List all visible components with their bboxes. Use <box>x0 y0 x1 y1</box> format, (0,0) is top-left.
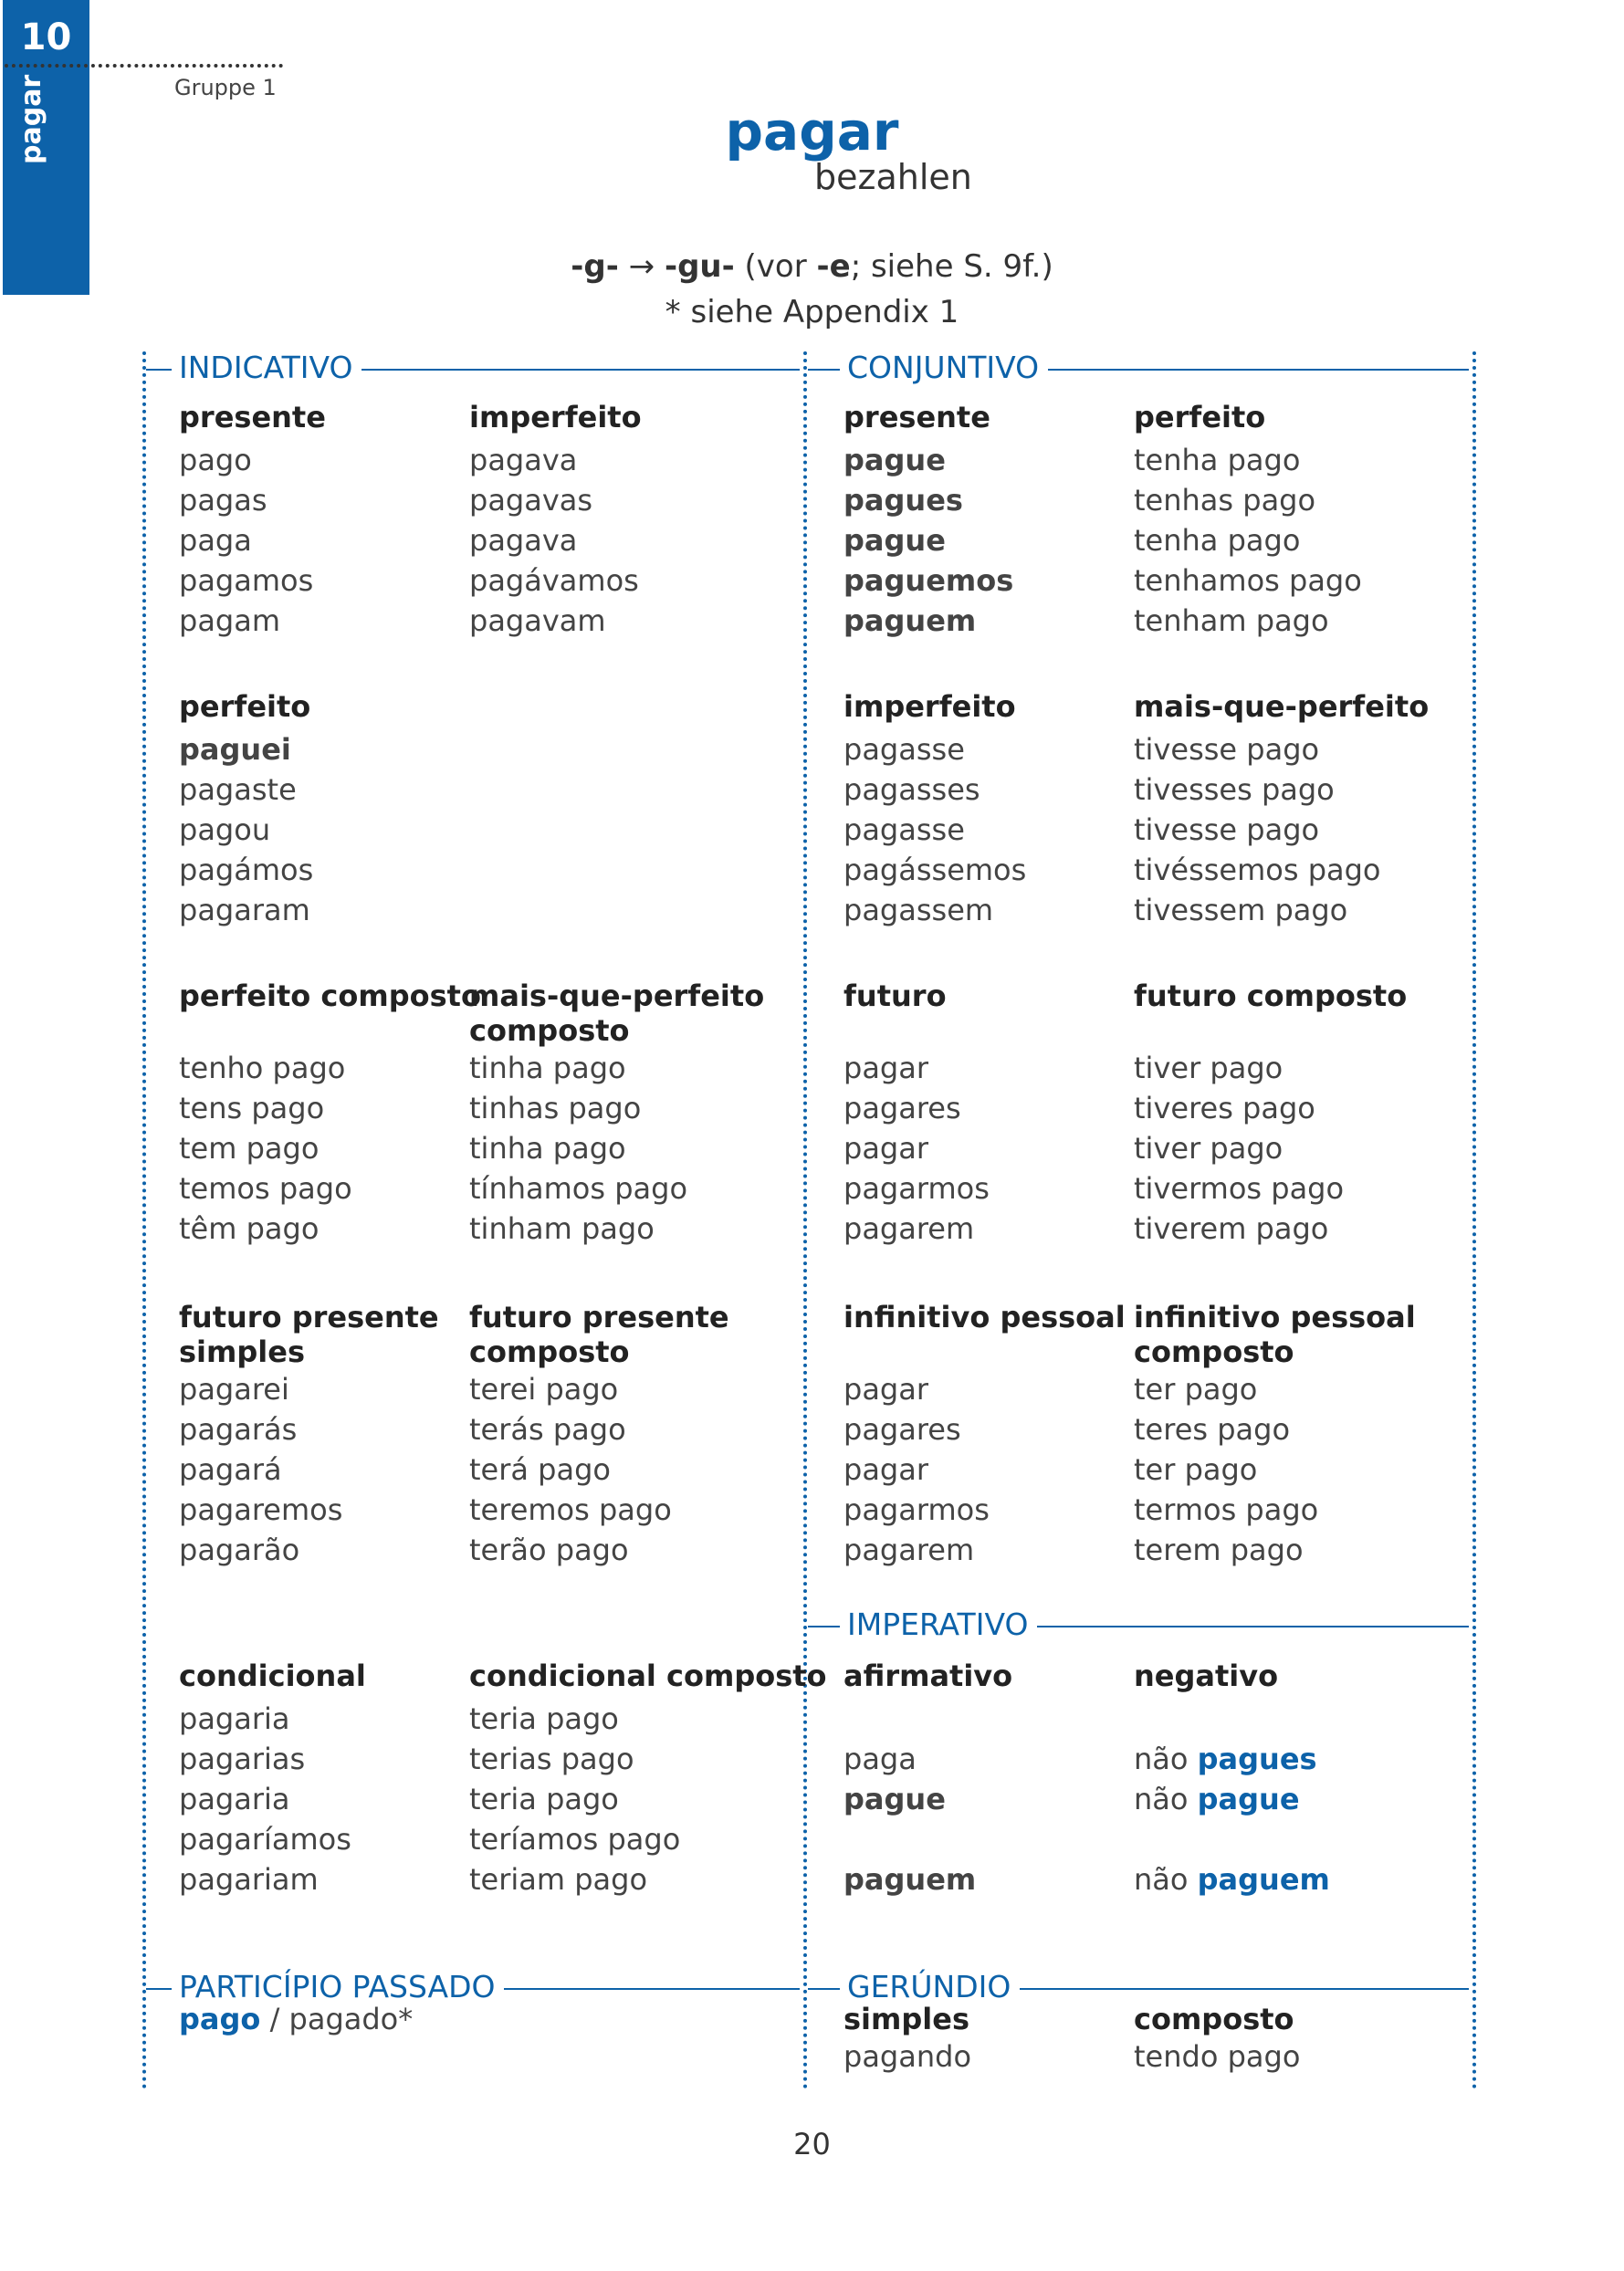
form: pagaremos <box>179 1492 343 1527</box>
form: pagando <box>843 2039 972 2074</box>
conj-perfeito <box>1134 400 1362 641</box>
form: terão pago <box>469 1533 629 1567</box>
tense-heading: imperfeito <box>843 689 1016 724</box>
tense-heading: infinitivo pessoal <box>1134 1300 1416 1334</box>
tense-heading: presente <box>843 400 990 434</box>
form: teriam pago <box>469 1862 648 1897</box>
form: pagar <box>843 1372 928 1407</box>
form: pagamos <box>179 563 314 598</box>
form: pagaria <box>179 1701 290 1736</box>
tense-heading: simples <box>843 2002 969 2036</box>
form: tenha pago <box>1134 443 1301 477</box>
ind-perfeito <box>179 689 313 930</box>
rule-open: (vor <box>744 248 817 285</box>
form: pagaria <box>179 1782 290 1816</box>
conj-futuro <box>843 979 990 1249</box>
tense-heading: futuro presente <box>469 1300 729 1334</box>
participio-forms <box>179 1999 413 2039</box>
form: pagassem <box>843 893 994 927</box>
negation: não <box>1134 1782 1189 1816</box>
form: terei pago <box>469 1372 619 1407</box>
form: pagarem <box>843 1533 975 1567</box>
conj-futuro-composto <box>1134 979 1407 1249</box>
participio-separator: / <box>260 2002 289 2036</box>
tense-heading-spacer <box>1134 1013 1407 1048</box>
imp-negativo <box>1134 1659 1330 1899</box>
form: pagou <box>179 812 271 847</box>
form-irregular: pagues <box>1197 1742 1317 1776</box>
form: ter pago <box>1134 1372 1258 1407</box>
form: tivesse pago <box>1134 732 1320 767</box>
negation: não <box>1134 1862 1189 1897</box>
form: pagássemos <box>843 853 1027 887</box>
group-label: Gruppe 1 <box>174 75 277 100</box>
form: tinham pago <box>469 1211 655 1246</box>
conj-infinitivo-composto <box>1134 1300 1416 1570</box>
negation: não <box>1134 1742 1189 1776</box>
ind-imperfeito <box>469 400 642 641</box>
tense-heading-2: composto <box>1134 1334 1294 1369</box>
form: pagarem <box>843 1211 975 1246</box>
form: tivermos pago <box>1134 1171 1345 1206</box>
ind-mqp-composto <box>469 979 764 1249</box>
form-irregular: paguem <box>843 603 977 638</box>
tense-heading-2: composto <box>469 1334 630 1369</box>
tab-dotted-rule <box>5 64 283 68</box>
tense-heading: futuro presente <box>179 1300 439 1334</box>
page-number-tab: 10 <box>20 16 72 58</box>
ind-futuro-composto <box>469 1300 729 1570</box>
rule-rest: ; siehe S. 9f.) <box>850 248 1053 285</box>
conj-imperfeito <box>843 689 1026 930</box>
participio-alternative: pagado* <box>288 2002 414 2036</box>
form-spacer <box>1134 1699 1330 1739</box>
form: tivesses pago <box>1134 772 1335 807</box>
form: teremos pago <box>469 1492 672 1527</box>
form: tivéssemos pago <box>1134 853 1381 887</box>
tense-heading: afirmativo <box>843 1659 1013 1693</box>
form: tiver pago <box>1134 1131 1283 1166</box>
form: teria pago <box>469 1782 619 1816</box>
form: teres pago <box>1134 1412 1291 1447</box>
form-negative <box>1134 1859 1330 1899</box>
form: tenho pago <box>179 1051 346 1085</box>
tense-heading: futuro composto <box>1134 979 1408 1013</box>
form-negative <box>1134 1739 1330 1779</box>
tense-heading: composto <box>1134 2002 1294 2036</box>
verb-tab-label: pagar <box>16 74 47 164</box>
imp-afirmativo <box>843 1659 1012 1899</box>
form: paga <box>843 1742 917 1776</box>
section-conjuntivo: CONJUNTIVO <box>840 350 1048 385</box>
form: tínhamos pago <box>469 1171 688 1206</box>
ind-presente <box>179 400 326 641</box>
rule-letter: -e <box>816 248 851 285</box>
form: tivesse pago <box>1134 812 1320 847</box>
conj-presente <box>843 400 1013 641</box>
form: pagarás <box>179 1412 298 1447</box>
arrow-icon: → <box>628 248 655 285</box>
form: pagariam <box>179 1862 319 1897</box>
form: pago <box>179 443 252 477</box>
spelling-rule <box>0 248 1624 285</box>
form: pagaríamos <box>179 1822 351 1857</box>
appendix-note: * siehe Appendix 1 <box>665 294 959 330</box>
form: pagar <box>843 1452 928 1487</box>
tense-heading: infinitivo pessoal <box>843 1300 1126 1334</box>
rule-from: -g- <box>571 248 619 285</box>
form: pagarão <box>179 1533 300 1567</box>
form: tiverem pago <box>1134 1211 1329 1246</box>
form: tendo pago <box>1134 2039 1301 2074</box>
form: tens pago <box>179 1091 325 1125</box>
form: pagar <box>843 1051 928 1085</box>
form-spacer <box>843 1699 1012 1739</box>
form: pagas <box>179 483 267 518</box>
form-irregular: pague <box>843 523 946 558</box>
tense-heading: condicional <box>179 1659 366 1693</box>
tense-heading: perfeito <box>179 689 311 724</box>
form: pagavam <box>469 603 606 638</box>
participio-regular: pago <box>179 2002 261 2036</box>
form-irregular: paguem <box>1197 1862 1330 1897</box>
tense-heading: mais-que-perfeito <box>469 979 765 1013</box>
form-irregular: paguei <box>179 732 291 767</box>
form-irregular: paguem <box>843 1862 977 1897</box>
section-gerundio: GERÚNDIO <box>840 1969 1020 2004</box>
ind-condicional <box>179 1659 366 1899</box>
tense-heading: perfeito composto <box>179 979 481 1013</box>
form: tiver pago <box>1134 1051 1283 1085</box>
form: pagavas <box>469 483 593 518</box>
form-irregular: pagues <box>843 483 963 518</box>
form-spacer <box>843 1819 1012 1859</box>
form: pagará <box>179 1452 282 1487</box>
verb-title: pagar <box>725 100 899 162</box>
conj-infinitivo-pessoal <box>843 1300 1126 1570</box>
form: pagarmos <box>843 1492 990 1527</box>
form: têm pago <box>179 1211 320 1246</box>
form: pagares <box>843 1412 961 1447</box>
form: pagava <box>469 443 578 477</box>
form: pagasses <box>843 772 980 807</box>
form: tenham pago <box>1134 603 1329 638</box>
tense-heading: futuro <box>843 979 947 1013</box>
tense-heading-spacer <box>843 1334 1126 1369</box>
form: tinha pago <box>469 1131 626 1166</box>
form: tenhamos pago <box>1134 563 1362 598</box>
section-imperativo: IMPERATIVO <box>840 1606 1037 1642</box>
form: terás pago <box>469 1412 626 1447</box>
form: pagasse <box>843 812 965 847</box>
tense-heading-2: simples <box>179 1334 305 1369</box>
form: terias pago <box>469 1742 634 1776</box>
form: teria pago <box>469 1701 619 1736</box>
form: pagarei <box>179 1372 289 1407</box>
tense-heading: negativo <box>1134 1659 1279 1693</box>
tense-heading-2: composto <box>469 1013 630 1048</box>
verb-translation: bezahlen <box>814 157 972 197</box>
form: pagares <box>843 1091 961 1125</box>
form-irregular: pague <box>843 443 946 477</box>
ind-perfeito-composto <box>179 979 481 1249</box>
form: pagávamos <box>469 563 639 598</box>
form: tiveres pago <box>1134 1091 1315 1125</box>
page-footer-number: 20 <box>793 2127 831 2161</box>
rule-to: -gu- <box>664 248 735 285</box>
form: pagaram <box>179 893 310 927</box>
form: pagasse <box>843 732 965 767</box>
form: tivessem pago <box>1134 893 1348 927</box>
tense-heading: mais-que-perfeito <box>1134 689 1430 724</box>
form: temos pago <box>179 1171 352 1206</box>
form: terem pago <box>1134 1533 1304 1567</box>
form: pagaste <box>179 772 297 807</box>
tense-heading-spacer <box>179 1013 481 1048</box>
form: tenha pago <box>1134 523 1301 558</box>
form: pagarmos <box>843 1171 990 1206</box>
left-dotted-border <box>142 351 146 2090</box>
section-indicativo: INDICATIVO <box>172 350 361 385</box>
section-participio: PARTICÍPIO PASSADO <box>172 1969 504 2004</box>
form: termos pago <box>1134 1492 1319 1527</box>
tense-heading-spacer <box>843 1013 990 1048</box>
form: pagámos <box>179 853 314 887</box>
tense-heading: presente <box>179 400 326 434</box>
form: ter pago <box>1134 1452 1258 1487</box>
ind-futuro-simples <box>179 1300 439 1570</box>
tense-heading: imperfeito <box>469 400 642 434</box>
tense-heading: condicional composto <box>469 1659 827 1693</box>
form-irregular: pague <box>843 1782 946 1816</box>
form: paga <box>179 523 252 558</box>
form-negative <box>1134 1779 1330 1819</box>
form: tinhas pago <box>469 1091 642 1125</box>
tense-heading: perfeito <box>1134 400 1266 434</box>
form: tenhas pago <box>1134 483 1316 518</box>
form: pagam <box>179 603 281 638</box>
form: pagar <box>843 1131 928 1166</box>
form: terá pago <box>469 1452 611 1487</box>
gerundio-composto <box>1134 2002 1300 2077</box>
participio-passado <box>179 1999 413 2039</box>
form: tinha pago <box>469 1051 626 1085</box>
form-irregular: pague <box>1197 1782 1300 1816</box>
form: pagarias <box>179 1742 306 1776</box>
form-irregular: paguemos <box>843 563 1014 598</box>
form: teríamos pago <box>469 1822 681 1857</box>
form-spacer <box>1134 1819 1330 1859</box>
form: pagava <box>469 523 578 558</box>
conj-mais-que-perfeito <box>1134 689 1429 930</box>
form: tem pago <box>179 1131 320 1166</box>
ind-condicional-composto <box>469 1659 827 1899</box>
gerundio-simples <box>843 2002 971 2077</box>
right-dotted-border <box>1472 351 1476 2090</box>
